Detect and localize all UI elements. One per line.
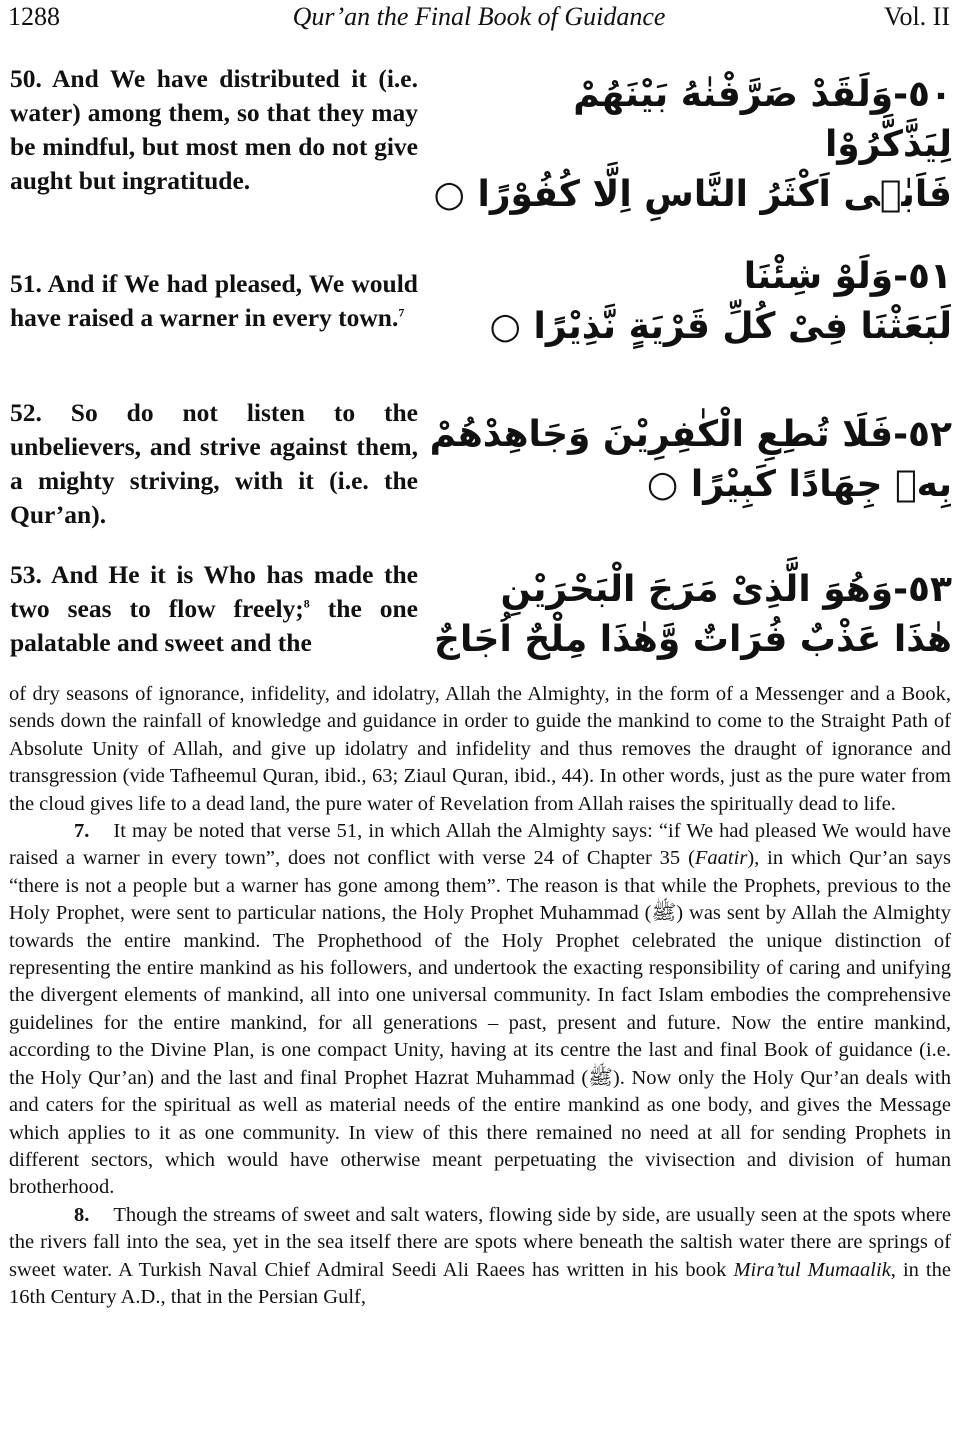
verse-53-arabic-line: ٥٣-وَهُوَ الَّذِىْ مَرَجَ الْبَحْرَيْنِ (500, 569, 952, 610)
verse-53-arabic-line: هٰذَا عَذْبٌ فُرَاتٌ وَّهٰذَا مِلْحٌ اُجَاجٌ (434, 619, 952, 660)
note-number: 7. (74, 820, 90, 843)
verse-51-arabic (489, 252, 952, 352)
verse-53-english-b: the one palatable and sweet and the (10, 594, 418, 657)
note-number: 8. (74, 1203, 90, 1226)
verse-53-translation (10, 558, 418, 660)
footnote-ref-8: 8 (303, 596, 310, 611)
verse-50-arabic (433, 70, 952, 220)
volume-label: Vol. II (884, 2, 950, 31)
running-title: Qur’an the Final Book of Guidance (292, 2, 666, 31)
verse-52-translation (10, 396, 418, 532)
verse-50-arabic-line: فَاَبٰۤى اَكْثَرُ النَّاسِ اِلَّا كُفُوْرًا ○ (433, 174, 952, 215)
page-number: 1288 (8, 2, 60, 31)
note-8-text-b: in the 16th Century A.D., that in the Persian Gulf, (9, 1258, 951, 1308)
surah-name: Faatir (694, 847, 748, 870)
verse-53-arabic (434, 565, 952, 665)
verse-52-english: 52. So do not listen to the unbelievers, and strive against them, a mighty striving, with it (i.e. the Qur’an). (10, 398, 418, 529)
verse-50-arabic-line: ٥٠-وَلَقَدْ صَرَّفْنٰهُ بَيْنَهُمْ (573, 74, 952, 115)
note-8 (9, 1202, 951, 1312)
book-title: Mira’tul Mumaalik, (733, 1258, 896, 1281)
commentary-paragraph: of dry seasons of ignorance, infidelity, and idolatry, Allah the Almighty, in the form of a Messenger and a Book, sends down the rainfall of knowledge and guidance in order to guide the mankind to come to the Straight Path of Absolute Unity of Allah, and give up idolatry and infidelity and thus removes the draught of ignorance and transgression (vide Tafheemul Quran, ibid., 63; Ziaul Quran, ibid., 44). In other words, just as the pure water from the cloud gives life to a dead land, the pure water of Revelation from Allah raises the spiritually dead to life. (9, 683, 951, 815)
verse-52-arabic (429, 410, 952, 510)
page-header (8, 0, 950, 36)
verse-53-english-a: 53. And He it is Who has made the two seas to flow freely; (10, 560, 418, 623)
note-7 (9, 818, 951, 1202)
commentary (9, 681, 951, 1311)
verse-52-arabic-line: ٥٢-فَلَا تُطِعِ الْكٰفِرِيْنَ وَجَاهِدْهُمْ (429, 414, 952, 455)
verse-50-translation (10, 62, 418, 198)
verse-50-arabic-line: لِيَذَّكَّرُوْا (824, 124, 952, 165)
footnote-ref-7: 7 (398, 305, 405, 320)
verse-50-english: 50. And We have distributed it (i.e. water) among them, so that they may be mindful, but most men do not give aught but ingratitude. (10, 64, 418, 195)
verse-52-arabic-line: بِهٖ جِهَادًا كَبِيْرًا ○ (646, 464, 952, 505)
verse-51-translation (10, 267, 418, 335)
verse-51-arabic-line: ٥١-وَلَوْ شِئْنَا (743, 256, 952, 297)
note-7-text-b: ), in which Qur’an says “there is not a people but a warner has gone among them”. The reason is that while the Prophets, previous to the Holy Prophet, were sent to particular nations, the Holy Prophet Muhammad (ﷺ) was sent by Allah the Almighty towards the entire mankind. The Prophethood of the Holy Prophet celebrated the unique distinction of representing the entire mankind as his followers, and undertook the exacting responsibility of caring and unifying the divergent elements of mankind, all into one universal community. In fact Islam embodies the comprehensive guidelines for the entire mankind, for all generations – past, present and future. Now the entire mankind, according to the Divine Plan, is one compact Unity, having at its centre the last and final Book of guidance (i.e. the Holy Qur’an) and the last and final Prophet Hazrat Muhammad (ﷺ). Now only the Holy Qur’an deals with and caters for the spiritual as well as material needs of the entire mankind as one body, and gives the Message which applies to it as one community. In view of this there remained no need at all for sending Prophets in different sectors, which would have otherwise meant perpetuating the vivisection and division of human brotherhood. (9, 847, 951, 1199)
note-8-text-a: Though the streams of sweet and salt waters, flowing side by side, are usually seen at the spots where the rivers fall into the sea, yet in the sea itself there are spots where beneath the saltish water there are springs of sweet water. A Turkish Naval Chief Admiral Seedi Ali Raees has written in his book (9, 1203, 951, 1281)
verse-51-arabic-line: لَبَعَثْنَا فِىْ كُلِّ قَرْيَةٍ نَّذِيْرًا ○ (489, 306, 952, 347)
verse-51-english: 51. And if We had pleased, We would have raised a warner in every town. (10, 269, 418, 332)
note-7-text-a: It may be noted that verse 51, in which Allah the Almighty says: “if We had pleased We would have raised a warner in every town”, does not conflict with verse 24 of Chapter 35 ( (9, 820, 951, 870)
